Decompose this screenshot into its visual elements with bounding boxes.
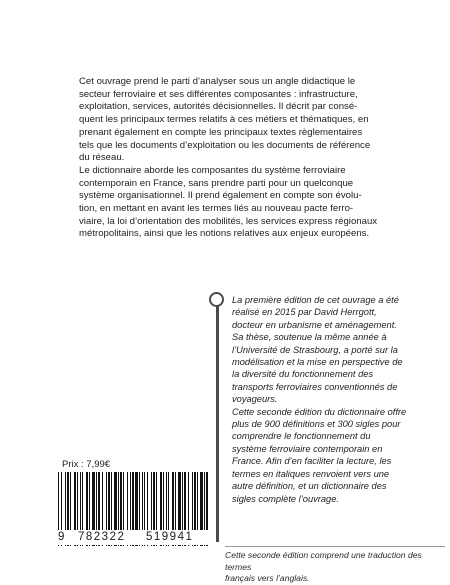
isbn-digits [58, 530, 210, 545]
text-line: Cet ouvrage prend le parti d’analyser sous un angle didactique le [79, 76, 356, 87]
text-line: l’Université de Strasbourg, a porté sur la [232, 344, 398, 355]
isbn-digit-prefix: 9 [58, 531, 66, 543]
intro-text [79, 76, 379, 241]
text-line: prenant également en compte les principaux textes règlementaires [79, 126, 363, 138]
text-line: contemporain en France, sans prendre parti pour un quelconque [79, 177, 354, 189]
text-line: métropolitains, ainsi que les notions relatives aux enjeux européens. [79, 228, 370, 240]
text-line: comprendre le fonctionnement du [232, 431, 371, 442]
footnote-text [225, 550, 445, 585]
author-note-paragraph-1 [232, 294, 407, 406]
text-line: viaire, la loi d’orientation des mobilités, les services express régionaux [79, 215, 378, 227]
isbn-digit-group-right: 519941 [146, 531, 194, 543]
text-line: docteur en urbanisme et aménagement. [232, 319, 397, 330]
vertical-rule [216, 302, 219, 542]
text-line: tels que les documents d’exploitation ou les documents de référence [79, 139, 371, 151]
text-line: Cette seconde édition comprend une traduction des termes [225, 550, 422, 572]
text-line: La première édition de cet ouvrage a été [232, 295, 399, 305]
author-note-paragraph-2 [232, 406, 407, 505]
intro-paragraph-2 [79, 165, 379, 241]
footnote-divider [225, 546, 445, 547]
text-line: plus de 900 définitions et 300 sigles pour [232, 419, 401, 430]
ring-bullet-icon [209, 292, 224, 307]
text-line: la diversité du fonctionnement des [232, 369, 374, 380]
author-note-block [205, 288, 445, 543]
text-line: tion, en mettant en avant les termes liés au nouveau pacte ferro- [79, 203, 354, 215]
text-line: système organisationnel. Il prend également en compte son évolu- [79, 190, 362, 202]
text-line: sigles complète l’ouvrage. [232, 493, 339, 504]
intro-paragraph-1 [79, 76, 379, 165]
text-line: exploitation, services, autorités décisionnelles. Il décrit par consé- [79, 101, 358, 113]
text-line: modélisation et la mise en perspective de [232, 357, 403, 368]
text-line: du réseau. [79, 152, 125, 164]
text-line: voyageurs. [232, 394, 278, 405]
text-line: quent les principaux termes relatifs à ces métiers et thématiques, en [79, 114, 369, 126]
text-line: réalisé en 2015 par David Herrgott, [232, 307, 377, 318]
text-line: termes en italiques renvoient vers une [232, 468, 390, 479]
text-line: transports ferroviaires conventionnés de [232, 381, 398, 392]
text-line: autre définition, et un dictionnaire des [232, 481, 387, 492]
text-line: secteur ferroviaire et ses différentes composantes : infrastructure, [79, 88, 358, 100]
text-line: France. Afin d’en faciliter la lecture, les [232, 456, 392, 467]
isbn-digit-group-left: 782322 [78, 531, 126, 543]
price-label: Prix : 7,99€ [62, 459, 111, 470]
text-line: Cette seconde édition du dictionnaire offre [232, 406, 407, 417]
author-note-text [232, 294, 407, 505]
text-line: Le dictionnaire aborde les composantes du système ferroviaire [79, 164, 346, 176]
text-line: Sa thèse, soutenue la même année à [232, 332, 387, 343]
text-line: français vers l’anglais. [225, 573, 310, 583]
text-line: système ferroviaire contemporain en [232, 443, 383, 454]
